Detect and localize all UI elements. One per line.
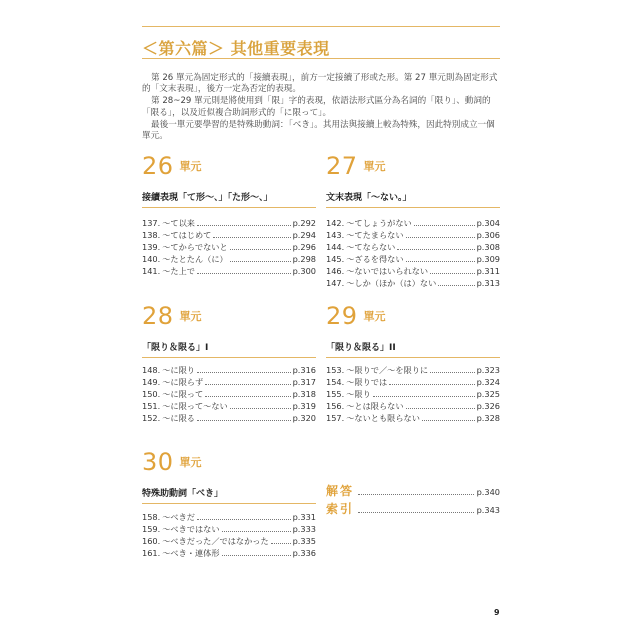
entry-title: ～限りで／～を限りに bbox=[346, 365, 429, 375]
toc-entry[interactable] bbox=[142, 241, 316, 253]
toc-entry[interactable] bbox=[142, 412, 316, 424]
toc-entry[interactable] bbox=[326, 265, 500, 277]
unit-29-heading bbox=[326, 302, 386, 330]
toc-entry[interactable] bbox=[326, 376, 500, 388]
unit-29-list bbox=[326, 364, 500, 424]
leader-dots bbox=[197, 419, 291, 421]
unit-26-list bbox=[142, 217, 316, 277]
toc-entry[interactable] bbox=[326, 253, 500, 265]
entry-number: 160. bbox=[142, 536, 161, 546]
entry-title: ～ないとも限らない bbox=[346, 413, 420, 423]
toc-entry[interactable] bbox=[326, 412, 500, 424]
leader-dots bbox=[422, 419, 475, 421]
entry-number: 144. bbox=[326, 242, 345, 252]
entry-title: ～てからでないと bbox=[162, 242, 228, 252]
entry-number: 154. bbox=[326, 377, 345, 387]
entry-page: p.300 bbox=[292, 266, 316, 276]
leader-dots bbox=[438, 284, 474, 286]
leader-dots bbox=[230, 260, 291, 262]
unit-30-heading bbox=[142, 448, 202, 476]
entry-title: ～に限って bbox=[162, 389, 204, 399]
entry-title: ～に限り bbox=[162, 365, 195, 375]
unit-word: 單元 bbox=[363, 310, 386, 323]
entry-number: 142. bbox=[326, 218, 345, 228]
unit-26-subtitle: 接續表現「て形～、」「た形～、」 bbox=[142, 193, 273, 203]
unit-29-rule bbox=[326, 357, 500, 358]
entry-page: p.309 bbox=[476, 254, 500, 264]
leader-dots bbox=[197, 224, 291, 226]
unit-30-subtitle: 特殊助動詞「べき」 bbox=[142, 489, 224, 499]
entry-number: 138. bbox=[142, 230, 161, 240]
unit-number: 27 bbox=[326, 152, 358, 180]
toc-entry[interactable] bbox=[142, 265, 316, 277]
entry-page: p.319 bbox=[292, 401, 316, 411]
toc-entry[interactable] bbox=[142, 400, 316, 412]
toc-entry[interactable] bbox=[142, 523, 316, 535]
unit-27-list bbox=[326, 217, 500, 289]
entry-number: 156. bbox=[326, 401, 345, 411]
leader-dots bbox=[197, 518, 291, 520]
leader-dots bbox=[222, 530, 291, 532]
toc-entry[interactable] bbox=[142, 511, 316, 523]
unit-28-heading bbox=[142, 302, 202, 330]
entry-title: ～た上で bbox=[162, 266, 195, 276]
entry-title: ～べきだった／ではなかった bbox=[162, 536, 269, 546]
toc-entry[interactable] bbox=[326, 388, 500, 400]
unit-28-rule bbox=[142, 357, 316, 358]
entry-page: p.323 bbox=[476, 365, 500, 375]
unit-27-subtitle: 文末表現「～ない。」 bbox=[326, 193, 412, 203]
entry-title: ～べきではない bbox=[162, 524, 220, 534]
leader-dots bbox=[205, 383, 290, 385]
entry-title: ～べき・連体形 bbox=[162, 548, 220, 558]
entry-title: ～に限る bbox=[162, 413, 195, 423]
leader-dots bbox=[205, 395, 290, 397]
leader-dots bbox=[406, 260, 475, 262]
answers-label: 解答 bbox=[326, 484, 355, 498]
entry-title: ～てしょうがない bbox=[346, 218, 412, 228]
entry-page: p.333 bbox=[292, 524, 316, 534]
entry-page: p.331 bbox=[292, 512, 316, 522]
entry-page: p.317 bbox=[292, 377, 316, 387]
leader-dots bbox=[358, 511, 474, 513]
leader-dots bbox=[197, 272, 291, 274]
toc-entry[interactable] bbox=[326, 241, 500, 253]
entry-number: 159. bbox=[142, 524, 161, 534]
entry-number: 152. bbox=[142, 413, 161, 423]
entry-page: p.318 bbox=[292, 389, 316, 399]
entry-title: ～てはじめて bbox=[162, 230, 212, 240]
entry-number: 157. bbox=[326, 413, 345, 423]
entry-title: ～に限らず bbox=[162, 377, 204, 387]
entry-page: p.304 bbox=[476, 218, 500, 228]
leader-dots bbox=[271, 542, 291, 544]
entry-number: 149. bbox=[142, 377, 161, 387]
entry-number: 139. bbox=[142, 242, 161, 252]
toc-entry[interactable] bbox=[142, 217, 316, 229]
entry-page: p.316 bbox=[292, 365, 316, 375]
entry-page: p.326 bbox=[476, 401, 500, 411]
entry-page: p.328 bbox=[476, 413, 500, 423]
entry-number: 151. bbox=[142, 401, 161, 411]
entry-page: p.298 bbox=[292, 254, 316, 264]
toc-entry[interactable] bbox=[142, 547, 316, 559]
entry-page: p.294 bbox=[292, 230, 316, 240]
unit-word: 單元 bbox=[363, 160, 386, 173]
entry-title: ～てたまらない bbox=[346, 230, 404, 240]
entry-number: 145. bbox=[326, 254, 345, 264]
entry-number: 161. bbox=[142, 548, 161, 558]
unit-28-subtitle: 「限り＆限る」I bbox=[142, 343, 209, 353]
top-rule bbox=[142, 26, 500, 27]
unit-number: 28 bbox=[142, 302, 174, 330]
unit-26-rule bbox=[142, 207, 316, 208]
leader-dots bbox=[430, 371, 474, 373]
index-entry[interactable] bbox=[326, 500, 500, 517]
leader-dots bbox=[406, 236, 475, 238]
entry-number: 140. bbox=[142, 254, 161, 264]
toc-entry[interactable] bbox=[326, 364, 500, 376]
entry-page: p.320 bbox=[292, 413, 316, 423]
unit-word: 單元 bbox=[179, 456, 202, 469]
index-page: p.343 bbox=[476, 505, 500, 515]
toc-entry[interactable] bbox=[326, 229, 500, 241]
answers-page: p.340 bbox=[476, 487, 500, 497]
entry-number: 148. bbox=[142, 365, 161, 375]
intro-text bbox=[142, 73, 502, 143]
unit-number: 29 bbox=[326, 302, 358, 330]
toc-entry[interactable] bbox=[326, 277, 500, 289]
unit-number: 30 bbox=[142, 448, 174, 476]
entry-page: p.336 bbox=[292, 548, 316, 558]
entry-title: ～ないではいられない bbox=[346, 266, 429, 276]
toc-entry[interactable] bbox=[142, 364, 316, 376]
answers-entry[interactable] bbox=[326, 482, 500, 499]
unit-29-subtitle: 「限り＆限る」II bbox=[326, 343, 396, 353]
entry-number: 147. bbox=[326, 278, 345, 288]
leader-dots bbox=[430, 272, 474, 274]
unit-27-rule bbox=[326, 207, 500, 208]
intro-paragraph: 最後一單元要學習的是特殊助動詞：「べき」。其用法與接續上較為特殊，因此特別成立一個單元。 bbox=[142, 119, 495, 142]
entry-title: ～に限って～ない bbox=[162, 401, 228, 411]
unit-30-list bbox=[142, 511, 316, 559]
toc-entry[interactable] bbox=[142, 229, 316, 241]
entry-title: ～べきだ bbox=[162, 512, 195, 522]
entry-number: 153. bbox=[326, 365, 345, 375]
leader-dots bbox=[358, 493, 474, 495]
entry-number: 143. bbox=[326, 230, 345, 240]
entry-number: 158. bbox=[142, 512, 161, 522]
toc-entry[interactable] bbox=[326, 217, 500, 229]
index-label: 索引 bbox=[326, 502, 355, 516]
entry-title: ～限りでは bbox=[346, 377, 388, 387]
entry-title: ～て以来 bbox=[162, 218, 195, 228]
unit-27-heading bbox=[326, 152, 386, 180]
leader-dots bbox=[230, 248, 291, 250]
title-underline bbox=[142, 58, 500, 59]
entry-title: ～たとたん（に） bbox=[162, 254, 228, 264]
entry-page: p.324 bbox=[476, 377, 500, 387]
entry-number: 146. bbox=[326, 266, 345, 276]
toc-entry[interactable] bbox=[142, 535, 316, 547]
entry-number: 155. bbox=[326, 389, 345, 399]
entry-number: 141. bbox=[142, 266, 161, 276]
intro-paragraph: 第 28~29 單元則是將使用到「限」字的表現，依語法形式區分為名詞的「限り」、動詞的「限る」，以及近似複合助詞形式的「に限って」。 bbox=[142, 96, 491, 118]
entry-page: p.292 bbox=[292, 218, 316, 228]
toc-entry[interactable] bbox=[142, 253, 316, 265]
entry-page: p.335 bbox=[292, 536, 316, 546]
entry-number: 150. bbox=[142, 389, 161, 399]
leader-dots bbox=[397, 248, 474, 250]
leader-dots bbox=[213, 236, 290, 238]
leader-dots bbox=[197, 371, 291, 373]
entry-title: ～ざるを得ない bbox=[346, 254, 404, 264]
entry-page: p.313 bbox=[476, 278, 500, 288]
leader-dots bbox=[373, 395, 475, 397]
leader-dots bbox=[230, 407, 291, 409]
entry-page: p.296 bbox=[292, 242, 316, 252]
chapter-title: ＜第六篇＞ 其他重要表現 bbox=[142, 39, 330, 58]
intro-paragraph: 第 26 單元為固定形式的「接續表現」，前方一定接續了形或た形。第 27 單元則為固定形式的「文末表現」，後方一定為否定的表現。 bbox=[142, 73, 498, 95]
entry-page: p.325 bbox=[476, 389, 500, 399]
unit-30-rule bbox=[142, 503, 316, 504]
entry-page: p.311 bbox=[476, 266, 500, 276]
entry-title: ～限り bbox=[346, 389, 371, 399]
unit-26-heading bbox=[142, 152, 202, 180]
entry-page: p.306 bbox=[476, 230, 500, 240]
unit-28-list bbox=[142, 364, 316, 424]
toc-entry[interactable] bbox=[142, 376, 316, 388]
entry-page: p.308 bbox=[476, 242, 500, 252]
leader-dots bbox=[414, 224, 475, 226]
unit-number: 26 bbox=[142, 152, 174, 180]
unit-word: 單元 bbox=[179, 160, 202, 173]
leader-dots bbox=[389, 383, 474, 385]
entry-title: ～てならない bbox=[346, 242, 396, 252]
entry-number: 137. bbox=[142, 218, 161, 228]
entry-title: ～とは限らない bbox=[346, 401, 404, 411]
toc-entry[interactable] bbox=[142, 388, 316, 400]
entry-title: ～しか（ほか（は）ない bbox=[346, 278, 437, 288]
leader-dots bbox=[406, 407, 475, 409]
leader-dots bbox=[222, 554, 291, 556]
toc-entry[interactable] bbox=[326, 400, 500, 412]
unit-word: 單元 bbox=[179, 310, 202, 323]
page-number: 9 bbox=[494, 608, 500, 617]
